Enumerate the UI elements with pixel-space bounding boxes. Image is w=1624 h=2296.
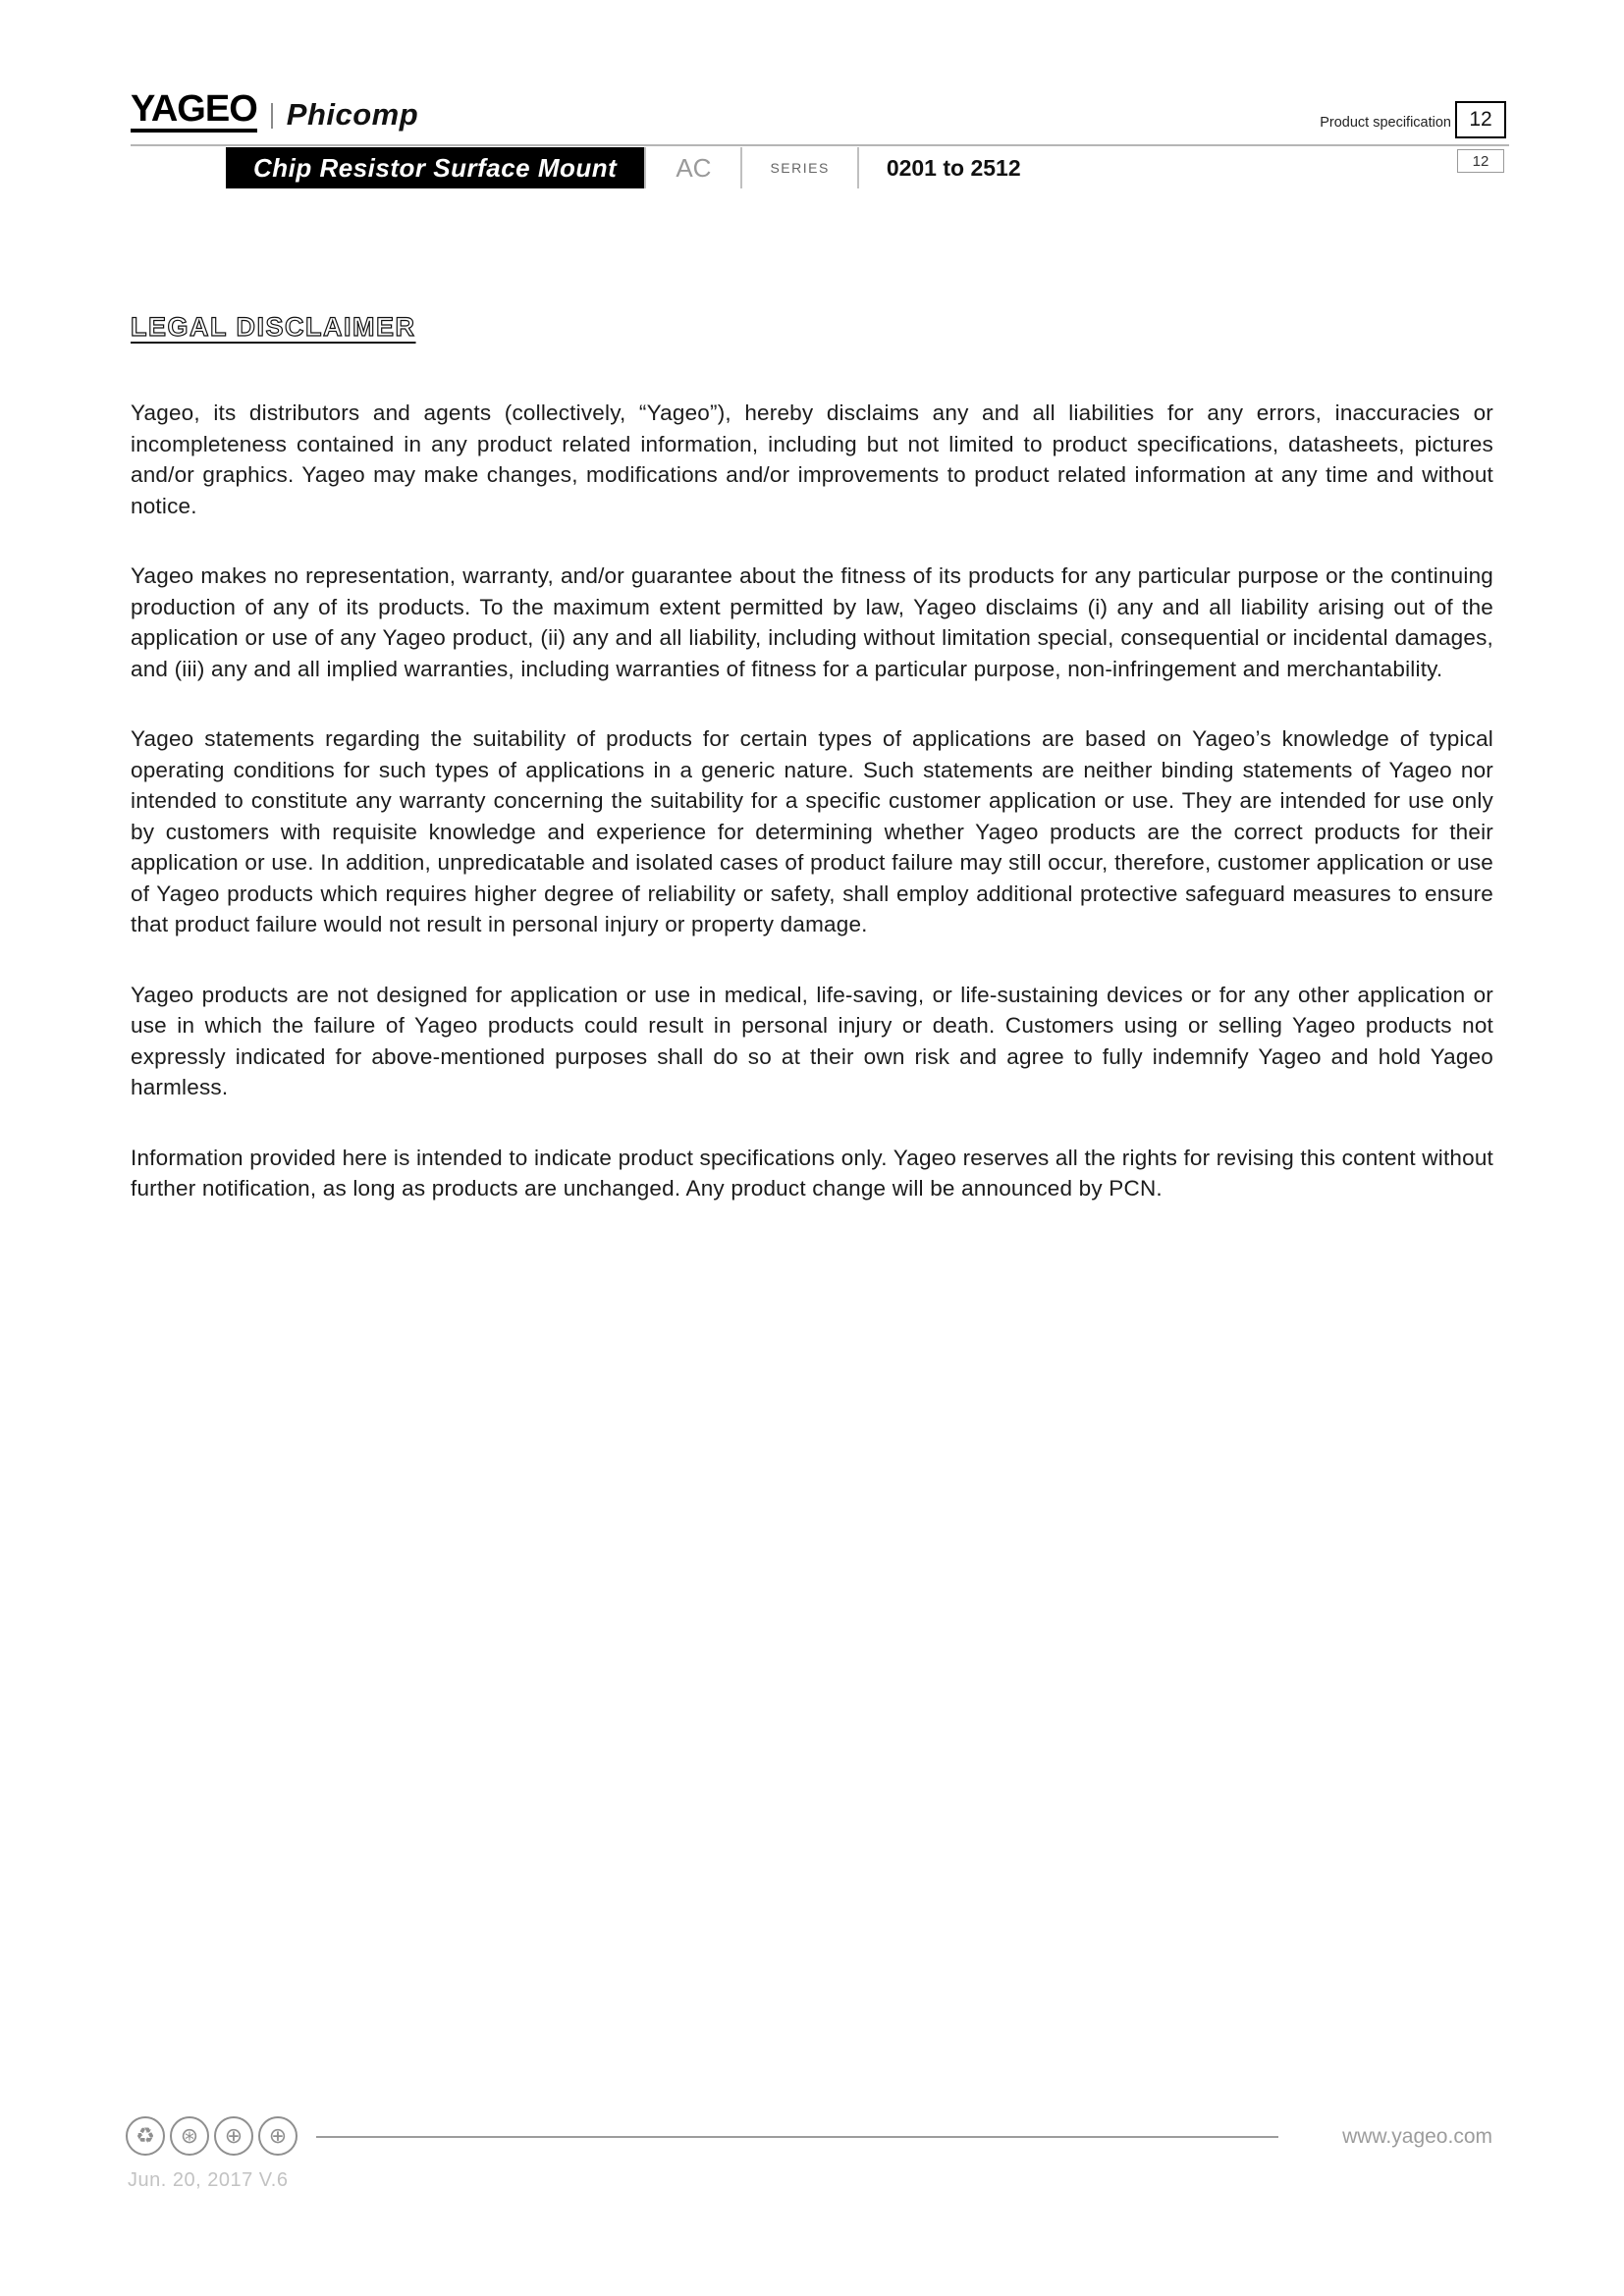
page-number-current: 12 [1455, 101, 1506, 138]
series-label: SERIES [770, 160, 830, 176]
date-version-label: Jun. 20, 2017 V.6 [128, 2169, 289, 2191]
brand-wordmark: YAGEO [131, 90, 257, 133]
series-range: 0201 to 2512 [886, 154, 1021, 181]
cross-mark-icon: ⊕ [214, 2116, 253, 2156]
document-title: Chip Resistor Surface Mount [226, 147, 644, 188]
cross-mark-icon-2: ⊕ [258, 2116, 298, 2156]
legal-disclaimer-section [131, 312, 1493, 1244]
series-code: AC [676, 152, 712, 183]
page-number-total: 12 [1457, 149, 1504, 173]
footer-rule [316, 2136, 1278, 2138]
title-bar-row [226, 147, 1049, 188]
product-specification-label: Product specification [1320, 115, 1451, 131]
brand-sub-wordmark: Phicomp [286, 97, 419, 132]
legal-disclaimer-heading: LEGAL DISCLAIMER [131, 312, 416, 342]
logo-divider [271, 103, 273, 129]
header-rule [131, 144, 1509, 146]
yageo-website-link[interactable]: www.yageo.com [1342, 2125, 1492, 2148]
cert-mark-icon: ⊛ [170, 2116, 209, 2156]
disclaimer-paragraph-2: Yageo makes no representation, warranty, and/or guarantee about the fitness of its products for any particular purpose or the continuing production of any of its products. To the maximum extent permitted by law, Yageo disclaims (i) any and all liability arising out of the application or use of any Yageo product, (ii) any and all liability, including without limitation special, consequential or incidental damages, and (iii) any and all implied warranties, including warranties of fitness for a particular purpose, non-infringement and merchantability. [131, 563, 1493, 681]
disclaimer-paragraph-4: Yageo products are not designed for application or use in medical, life-saving, or life-sustaining devices or for any other application or use in which the failure of Yageo products could result in personal injury or death. Customers using or selling Yageo products not expressly indicated for above-mentioned purposes shall do so at their own risk and agree to fully indemnify Yageo and hold Yageo harmless. [131, 982, 1493, 1099]
disclaimer-paragraph-5: Information provided here is intended to indicate product specifications only. Yageo reserves all the rights for revising this content without further notification, as long as products are unchanged. Any product change will be announced by PCN. [131, 1145, 1493, 1201]
yageo-phicomp-logo [131, 90, 418, 133]
recycle-mark-icon: ♻ [126, 2116, 165, 2156]
disclaimer-paragraph-3: Yageo statements regarding the suitability of products for certain types of applications are based on Yageo’s knowledge of typical operating conditions for such types of applications in a generic nature. Such statements are neither binding statements of Yageo nor intended to constitute any warranty concerning the suitability for a specific customer application or use. They are intended for use only by customers with requisite knowledge and experience for determining whether Yageo products are the correct products for their application or use. In addition, unpredicatable and isolated cases of product failure may still occur, therefore, customer application or use of Yageo products which requires higher degree of reliability or safety, shall employ additional protective safeguard measures to ensure that product failure would not result in personal injury or property damage. [131, 726, 1493, 936]
disclaimer-paragraph-1: Yageo, its distributors and agents (collectively, “Yageo”), hereby disclaims any and all liabilities for any errors, inaccuracies or incompleteness contained in any product related information, including but not limited to product specifications, datasheets, pictures and/or graphics. Yageo may make changes, modifications and/or improvements to product related information at any time and without notice. [131, 400, 1493, 518]
certification-icons [126, 2116, 302, 2156]
